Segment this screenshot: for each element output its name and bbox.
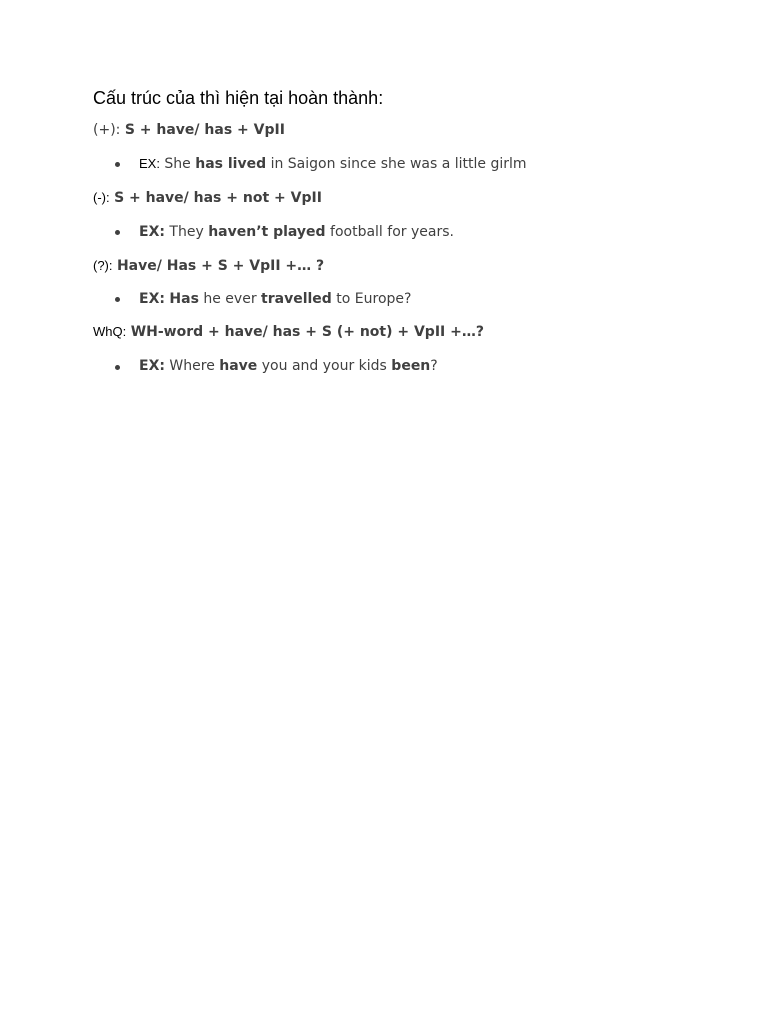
negative-structure: [93, 189, 322, 207]
example-text: Where: [169, 358, 215, 374]
example-label: EX:: [139, 358, 165, 374]
example-text: football for years.: [330, 224, 454, 240]
example-label: EX:: [139, 224, 165, 240]
example-label: EX:: [139, 291, 165, 307]
example-verb: travelled: [261, 291, 332, 307]
example-verb: Has: [169, 291, 199, 307]
bullet-icon: [115, 230, 120, 235]
whq-formula: WH-word + have/ has + S (+ not) + VpII +…?: [130, 324, 484, 340]
example-text: he ever: [203, 291, 257, 307]
example-text: to Europe?: [336, 291, 412, 307]
question-prefix: (?):: [93, 258, 113, 273]
whq-example: [139, 357, 438, 375]
negative-formula: S + have/ has + not + VpII: [114, 190, 322, 206]
example-label: EX:: [139, 156, 160, 171]
example-text: you and your kids: [261, 358, 387, 374]
positive-prefix: (+):: [93, 122, 121, 138]
question-structure: [93, 257, 324, 275]
question-example: [139, 290, 411, 308]
example-text: ?: [430, 358, 438, 374]
positive-structure: [93, 121, 285, 139]
positive-formula: S + have/ has + VpII: [124, 122, 285, 138]
whq-structure: [93, 323, 484, 341]
example-verb: been: [391, 358, 431, 374]
example-verb: have: [219, 358, 258, 374]
bullet-icon: [115, 297, 120, 302]
example-verb: haven’t played: [208, 224, 326, 240]
example-text: in Saigon since she was a little girlm: [270, 156, 527, 172]
page-title: Cấu trúc của thì hiện tại hoàn thành:: [93, 88, 384, 108]
positive-example: [139, 155, 527, 173]
negative-prefix: (-):: [93, 190, 110, 205]
bullet-icon: [115, 162, 120, 167]
example-verb: has lived: [195, 156, 267, 172]
example-text: They: [169, 224, 204, 240]
example-text: She: [164, 156, 191, 172]
whq-prefix: WhQ:: [93, 324, 127, 339]
negative-example: [139, 223, 454, 241]
bullet-icon: [115, 365, 120, 370]
question-formula: Have/ Has + S + VpII +… ?: [116, 258, 325, 274]
